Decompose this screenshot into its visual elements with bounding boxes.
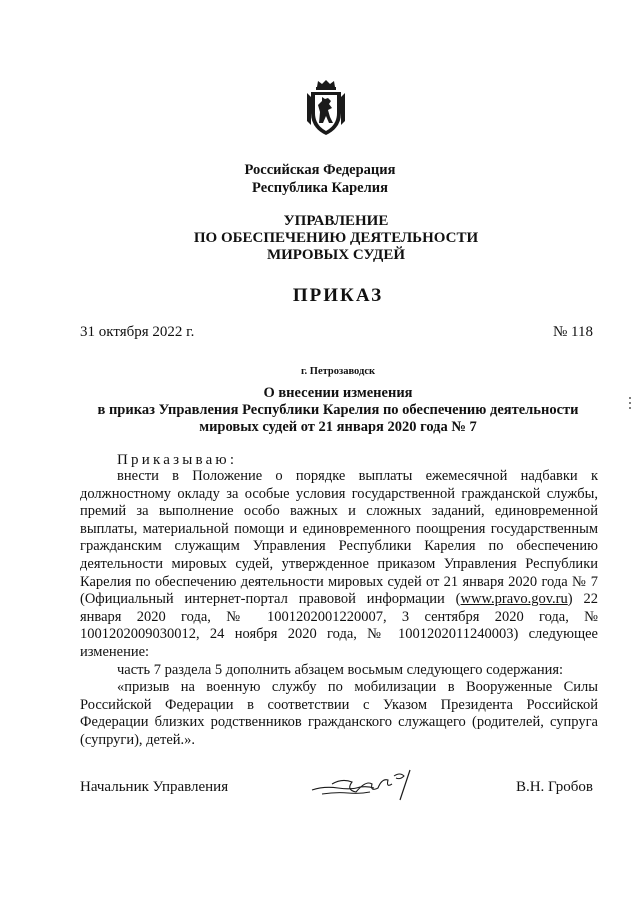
- order-date: 31 октября 2022 г.: [80, 324, 195, 340]
- subject-line-3: мировых судей от 21 января 2020 года № 7: [199, 419, 477, 435]
- karelia-coat-of-arms-icon: [304, 79, 348, 137]
- issue-city: г. Петрозаводск: [300, 366, 376, 377]
- org-name-line-1: УПРАВЛЕНИЕ: [283, 213, 389, 229]
- signer-title: Начальник Управления: [80, 779, 229, 795]
- body-paragraph-amendment-start: внести в Положение о порядке выплаты ежемесячной надбавки к должностному окладу за особые условия государственной гражданской службы, премий за выполнение особо важных и сложных заданий, единовременной выплаты, материальной помощи и единовременного поощрения государственным гражданским служащим Управления Республики Карелия по обеспечению деятельности мировых судей, утвержденное приказом Управления Республики Карелия по обеспечению деятельности мировых судей от 21 января 2020 года № 7 (Официальный интернет-портал правовой информации (: [80, 468, 598, 608]
- body-paragraph-section: часть 7 раздела 5 дополнить абзацем восьмым следующего содержания:: [117, 661, 564, 678]
- body-paragraph-amendment-end: ) 22 января 2020 года, № 1001202001220007, 3 сентября 2020 года, № 1001202009030012, 24 ноября 2020 года, № 1001202011240003) следующее изменение:: [80, 591, 598, 660]
- order-directive-word: Приказываю:: [117, 452, 238, 468]
- order-number: № 118: [552, 324, 593, 340]
- subject-line-1: О внесении изменения: [263, 385, 413, 401]
- org-name-line-2: ПО ОБЕСПЕЧЕНИЮ ДЕЯТЕЛЬНОСТИ: [193, 230, 479, 246]
- body-paragraph-quote: «призыв на военную службу по мобилизации в Вооруженные Силы Российской Федерации в соответствии с Указом Президента Российской Федерации близких родственников гражданского служащего (родителей, супруга (супруги), детей.».: [80, 679, 598, 748]
- republic-name: Республика Карелия: [252, 180, 388, 196]
- country-name: Российская Федерация: [244, 162, 396, 178]
- body-paragraph-amendment: [80, 468, 598, 662]
- document-type-title: ПРИКАЗ: [292, 285, 384, 306]
- handwritten-signature-icon: [308, 766, 420, 802]
- org-name-line-3: МИРОВЫХ СУДЕЙ: [266, 247, 405, 263]
- margin-dots-icon: [627, 396, 633, 410]
- body-text: [80, 468, 598, 750]
- pravo-gov-link[interactable]: www.pravo.gov.ru: [460, 591, 568, 608]
- subject-line-2: в приказ Управления Республики Карелия по обеспечению деятельности: [97, 402, 579, 418]
- signer-name: В.Н. Гробов: [515, 779, 593, 795]
